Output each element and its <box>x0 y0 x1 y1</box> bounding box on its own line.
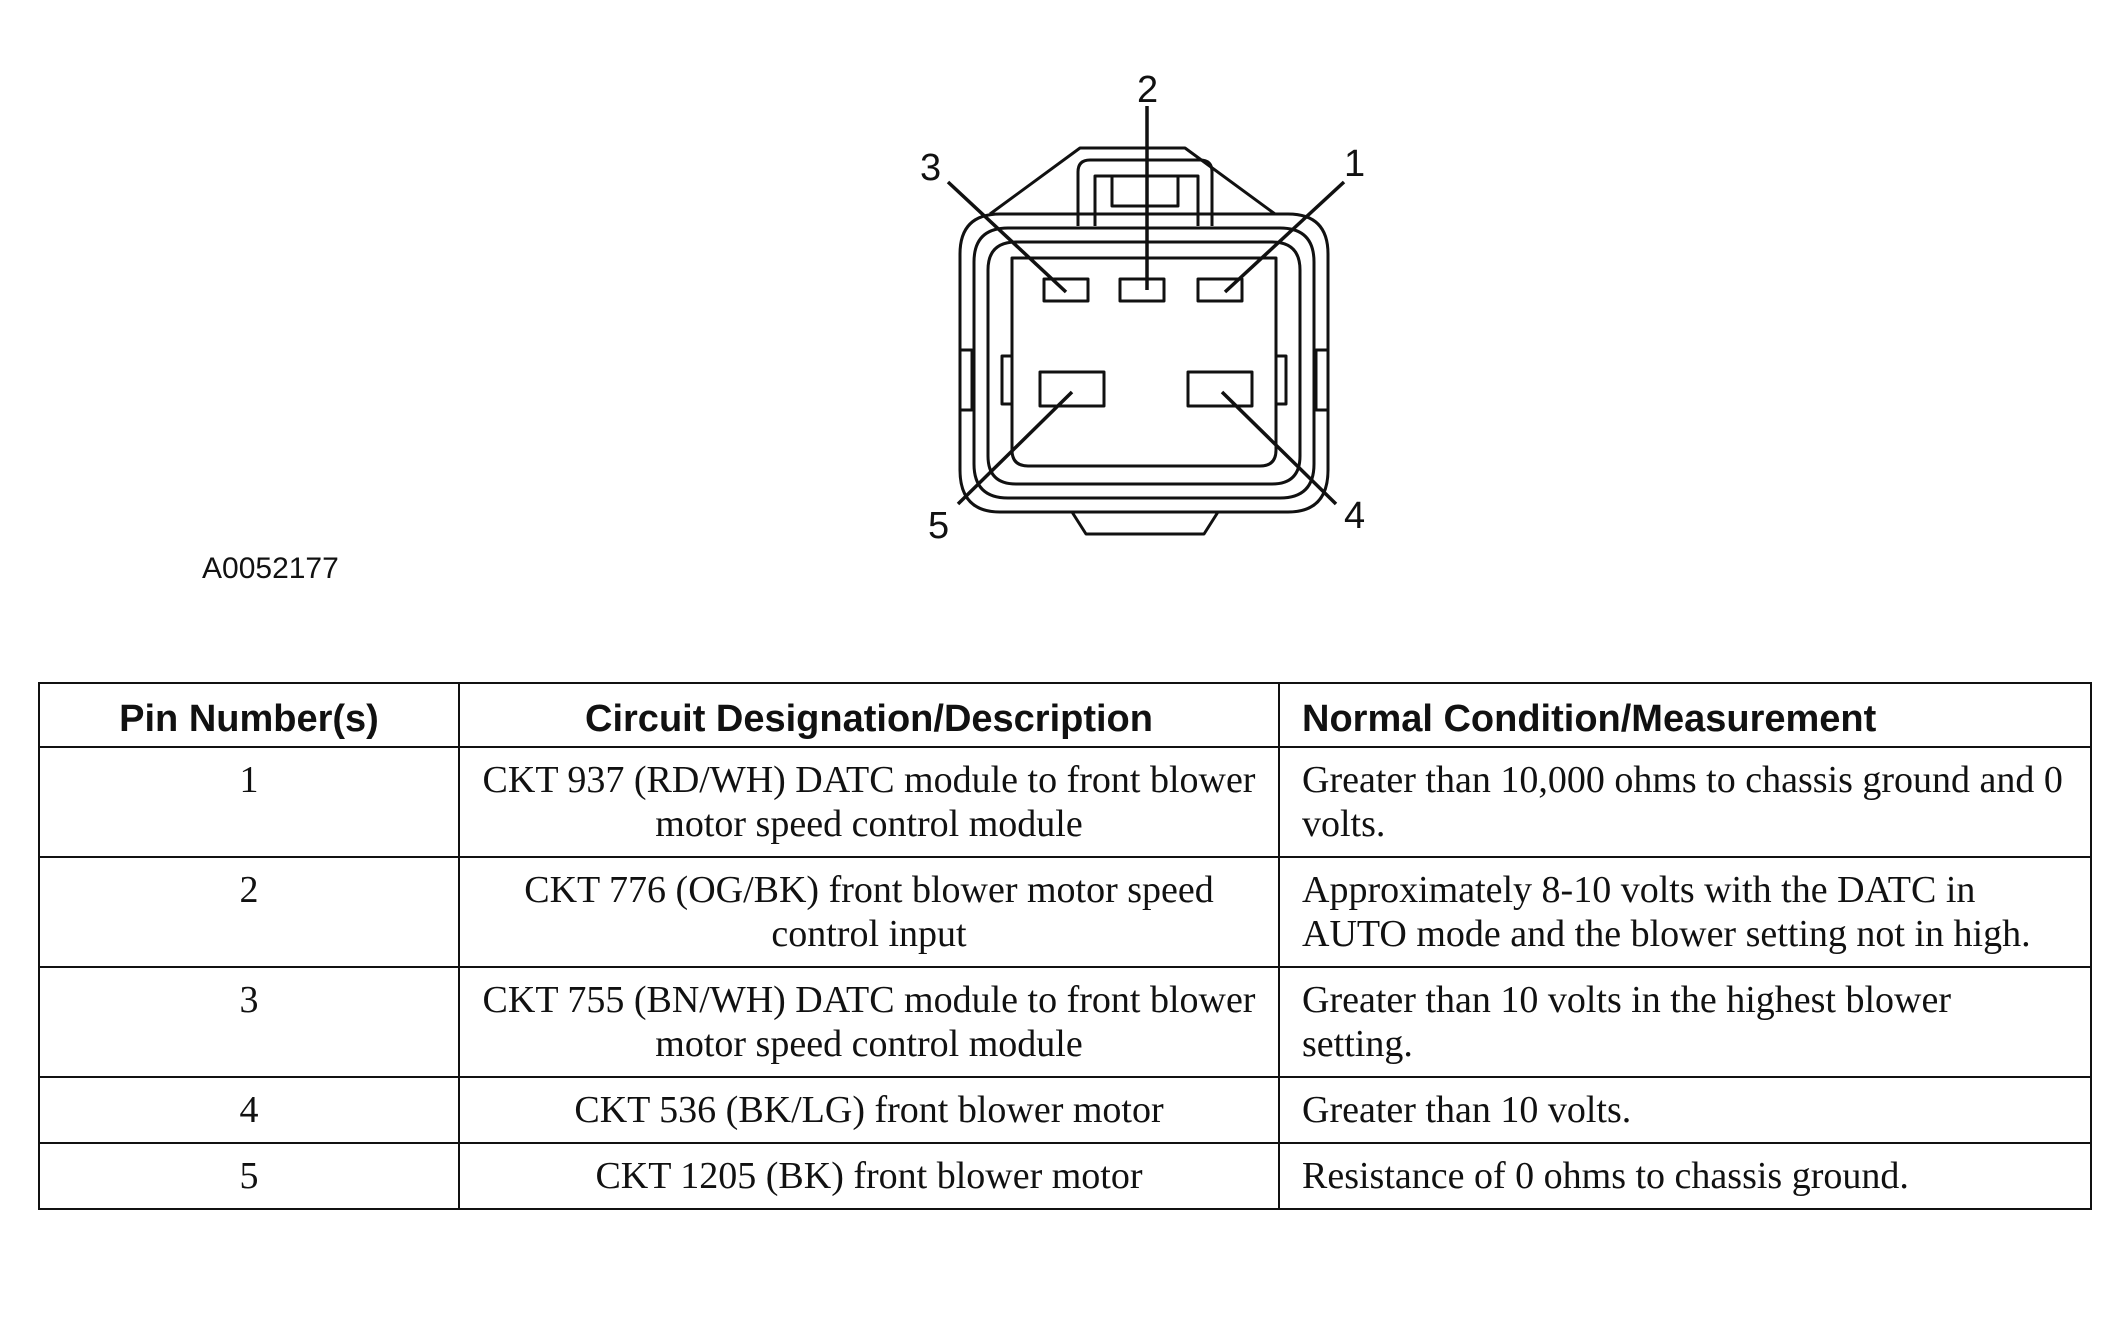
terminal-4 <box>1188 372 1252 406</box>
header-pin-numbers: Pin Number(s) <box>39 683 459 747</box>
connector-side-tab-left <box>960 350 972 410</box>
pin-label-3: 3 <box>920 147 942 189</box>
pin-number-cell: 4 <box>39 1077 459 1143</box>
connector-bottom-tab <box>1072 512 1218 534</box>
condition-cell: Greater than 10 volts in the highest blower setting. <box>1279 967 2091 1077</box>
pin-number-cell: 5 <box>39 1143 459 1209</box>
table-header-row <box>39 683 2091 747</box>
pin-number-cell: 2 <box>39 857 459 967</box>
leader-line-3 <box>948 182 1066 292</box>
circuit-cell: CKT 937 (RD/WH) DATC module to front blower motor speed control module <box>459 747 1279 857</box>
pin-number-cell: 3 <box>39 967 459 1077</box>
terminal-2 <box>1120 279 1164 301</box>
connector-inner-cavity <box>1012 258 1276 466</box>
connector-latch <box>1078 160 1212 226</box>
pin-label-1: 1 <box>1344 143 1366 185</box>
table-row <box>39 967 2091 1077</box>
condition-cell: Greater than 10,000 ohms to chassis ground and 0 volts. <box>1279 747 2091 857</box>
pin-table <box>38 682 2092 1210</box>
table-row <box>39 747 2091 857</box>
pin-label-2: 2 <box>1137 69 1159 111</box>
circuit-cell: CKT 536 (BK/LG) front blower motor <box>459 1077 1279 1143</box>
header-circuit-designation: Circuit Designation/Description <box>459 683 1279 747</box>
pin-number-cell: 1 <box>39 747 459 857</box>
condition-cell: Resistance of 0 ohms to chassis ground. <box>1279 1143 2091 1209</box>
pin-label-5: 5 <box>928 505 950 547</box>
circuit-cell: CKT 776 (OG/BK) front blower motor speed control input <box>459 857 1279 967</box>
figure-id: A0052177 <box>202 552 339 585</box>
connector-top-cap <box>990 148 1275 214</box>
table-row <box>39 857 2091 967</box>
condition-cell: Greater than 10 volts. <box>1279 1077 2091 1143</box>
header-normal-condition: Normal Condition/Measurement <box>1279 683 2091 747</box>
pin-label-4: 4 <box>1344 495 1366 537</box>
terminal-5 <box>1040 372 1104 406</box>
circuit-cell: CKT 1205 (BK) front blower motor <box>459 1143 1279 1209</box>
table-row <box>39 1143 2091 1209</box>
circuit-cell: CKT 755 (BN/WH) DATC module to front blower motor speed control module <box>459 967 1279 1077</box>
condition-cell: Approximately 8-10 volts with the DATC in AUTO mode and the blower setting not in high. <box>1279 857 2091 967</box>
connector-side-tab-right <box>1316 350 1328 410</box>
table-row <box>39 1077 2091 1143</box>
connector-diagram <box>0 0 2124 620</box>
